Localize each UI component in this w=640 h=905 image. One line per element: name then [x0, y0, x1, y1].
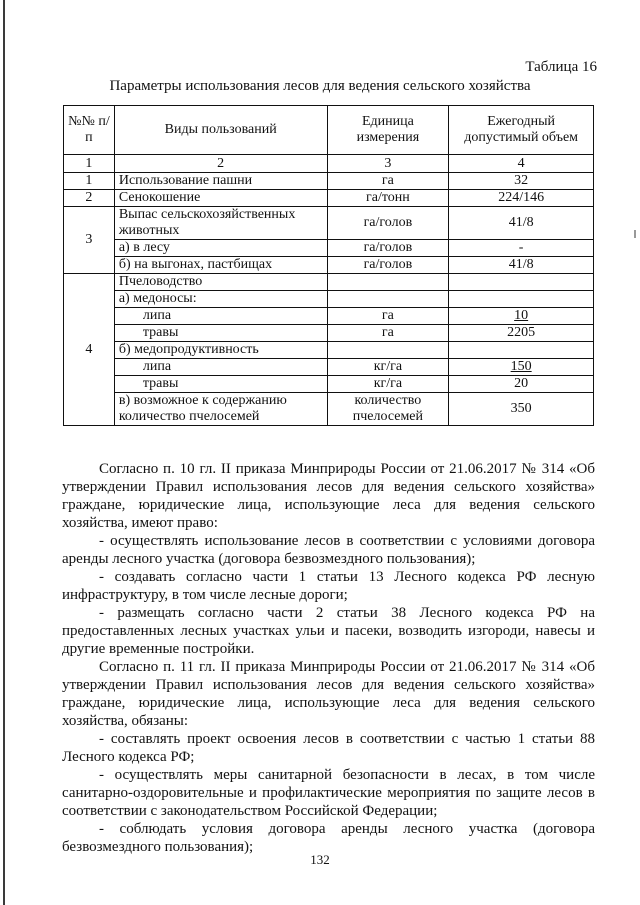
paragraph-right-1: - осуществлять использование лесов в соответствии с условиями договора аренды лесного участка (договора безвозмездного пользования); — [62, 533, 595, 567]
row-volume: 20 — [449, 376, 594, 393]
table-row — [64, 359, 594, 376]
table-row — [64, 173, 594, 190]
paragraph-duty-2: - осуществлять меры санитарной безопасности в лесах, в том числе санитарно-оздоровительные и профилактические мероприятия по защите лесов в соответствии с законодательством Российской Федерации; — [62, 767, 595, 819]
column-header-num: №№ п/п — [64, 106, 115, 155]
row-volume — [449, 342, 594, 359]
row-volume: 2205 — [449, 325, 594, 342]
column-header-kind: Виды пользований — [114, 106, 327, 155]
row-unit: га/тонн — [327, 190, 449, 207]
row-volume: - — [449, 240, 594, 257]
index-cell: 3 — [327, 155, 449, 173]
table-row — [64, 190, 594, 207]
row-volume: 10 — [449, 308, 594, 325]
parameters-table — [63, 105, 594, 426]
table-number: Таблица 16 — [525, 59, 597, 75]
row-name: б) на выгонах, пастбищах — [114, 257, 327, 274]
row-unit: га — [327, 325, 449, 342]
table-row — [64, 342, 594, 359]
scan-edge-left — [3, 0, 5, 905]
table-index-row — [64, 155, 594, 173]
index-cell: 1 — [64, 155, 115, 173]
table-row — [64, 257, 594, 274]
index-cell: 2 — [114, 155, 327, 173]
row-unit: га/голов — [327, 207, 449, 240]
row-volume: 41/8 — [449, 207, 594, 240]
row-name: в) возможное к содержанию количество пчелосемей — [114, 393, 327, 426]
table-title: Параметры использования лесов для ведения сельского хозяйства — [109, 78, 531, 94]
table-row — [64, 291, 594, 308]
row-name: травы — [114, 325, 327, 342]
table-row — [64, 207, 594, 240]
table-row — [64, 376, 594, 393]
column-header-unit: Единица измерения — [327, 106, 449, 155]
row-volume — [449, 274, 594, 291]
paragraph-right-3: - размещать согласно части 2 статьи 38 Лесного кодекса РФ на предоставленных лесных участках ульи и пасеки, возводить изгороди, навесы и другие временные постройки. — [62, 605, 595, 657]
paragraph-rights-intro: Согласно п. 10 гл. II приказа Минприроды России от 21.06.2017 № 314 «Об утверждении Правил использования лесов для ведения сельского хозяйства» граждане, юридические лица, использующие леса для ведения сельского хозяйства, имеют право: — [62, 461, 595, 531]
row-unit: кг/га — [327, 359, 449, 376]
row-unit: га — [327, 173, 449, 190]
paragraph-duties-intro: Согласно п. 11 гл. II приказа Минприроды России от 21.06.2017 № 314 «Об утверждении Правил использования лесов для ведения сельского хозяйства» граждане, юридические лица, использующие леса для ведения сельского хозяйства, обязаны: — [62, 659, 595, 729]
row-unit: количество пчелосемей — [327, 393, 449, 426]
paragraph-duty-3: - соблюдать условия договора аренды лесного участка (договора безвозмездного пользования); — [62, 821, 595, 855]
column-header-volume: Ежегодный допустимый объем — [449, 106, 594, 155]
table-row — [64, 274, 594, 291]
row-name: травы — [114, 376, 327, 393]
row-unit: га/голов — [327, 257, 449, 274]
row-name: а) медоносы: — [114, 291, 327, 308]
row-number: 1 — [64, 173, 115, 190]
row-unit — [327, 274, 449, 291]
row-volume: 41/8 — [449, 257, 594, 274]
row-unit: га — [327, 308, 449, 325]
table-row — [64, 325, 594, 342]
paragraph-right-2: - создавать согласно части 1 статьи 13 Лесного кодекса РФ лесную инфраструктуру, в том числе лесные дороги; — [62, 569, 595, 603]
table-row — [64, 240, 594, 257]
row-name: Пчеловодство — [114, 274, 327, 291]
row-name: Использование пашни — [114, 173, 327, 190]
row-number: 2 — [64, 190, 115, 207]
row-name: Выпас сельскохозяйственных животных — [114, 207, 327, 240]
row-unit: га/голов — [327, 240, 449, 257]
row-unit — [327, 291, 449, 308]
row-name: б) медопродуктивность — [114, 342, 327, 359]
row-name: липа — [114, 308, 327, 325]
row-unit: кг/га — [327, 376, 449, 393]
row-name: а) в лесу — [114, 240, 327, 257]
page-number: 132 — [310, 852, 330, 867]
row-volume — [449, 291, 594, 308]
table-header-row — [64, 106, 594, 155]
row-volume: 32 — [449, 173, 594, 190]
table-row — [64, 308, 594, 325]
row-volume: 350 — [449, 393, 594, 426]
row-name: Сенокошение — [114, 190, 327, 207]
row-number: 4 — [64, 274, 115, 426]
table-row — [64, 393, 594, 426]
paragraph-duty-1: - составлять проект освоения лесов в соответствии с частью 1 статьи 88 Лесного кодекса РФ; — [62, 731, 595, 765]
scan-mark-right — [634, 230, 636, 238]
index-cell: 4 — [449, 155, 594, 173]
row-number: 3 — [64, 207, 115, 274]
row-volume: 150 — [449, 359, 594, 376]
body-text — [62, 460, 595, 856]
row-volume: 224/146 — [449, 190, 594, 207]
row-name: липа — [114, 359, 327, 376]
row-unit — [327, 342, 449, 359]
